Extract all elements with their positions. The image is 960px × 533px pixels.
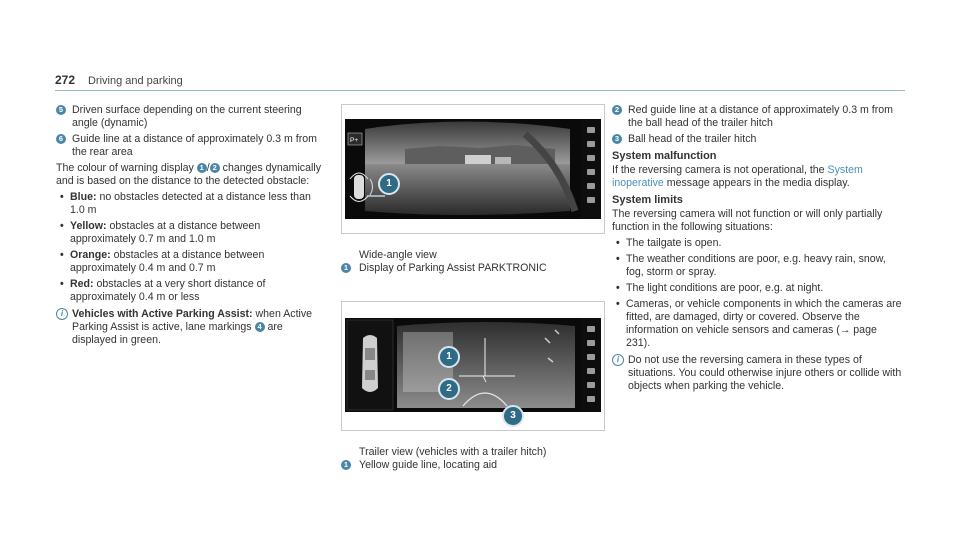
item-text: Yellow guide line, locating aid <box>359 459 498 471</box>
bullet-item: • Yellow: obstacles at a distance between approximately 0.7 m and 1.0 m <box>56 220 326 246</box>
number-badge: 2 <box>210 163 220 173</box>
number-badge: 3 <box>612 134 622 144</box>
limits-intro: The reversing camera will not function or will only partially function in the following situations: <box>612 208 883 233</box>
list-item <box>341 459 603 472</box>
number-badge: 6 <box>56 134 66 144</box>
header-divider <box>55 90 905 91</box>
list-item <box>612 104 902 130</box>
item-text: Display of Parking Assist PARKTRONIC <box>359 262 547 274</box>
bullet-item: • The weather conditions are poor, e.g. heavy rain, snow, fog, storm or spray. <box>612 253 902 279</box>
figure-caption: Wide-angle view <box>359 249 437 261</box>
number-badge: 1 <box>341 263 351 273</box>
item-text: Ball head of the trailer hitch <box>628 133 757 145</box>
figure-callout: 3 <box>502 405 524 427</box>
camera-side-panel <box>581 119 601 219</box>
malfunction-paragraph: If the reversing camera is not operational, the System inoperative message appears in the media display. <box>612 164 863 189</box>
right-column <box>612 104 902 393</box>
item-text: Guide line at a distance of approximately 0.3 m from the rear area <box>72 133 317 158</box>
figure-callout: 1 <box>438 346 460 368</box>
list-item <box>56 133 326 159</box>
info-icon: i <box>612 354 624 366</box>
number-badge: 2 <box>612 105 622 115</box>
info-note: i Vehicles with Active Parking Assist: when Active Parking Assist is active, lane markings 4 are displayed in green. <box>56 308 326 347</box>
info-note: i Do not use the reversing camera in these types of situations. You could otherwise injure others or collide with objects when parking the vehicle. <box>612 354 902 393</box>
item-text: Driven surface depending on the current steering angle (dynamic) <box>72 104 302 129</box>
number-badge: 4 <box>255 322 265 332</box>
bullet-item: • Cameras, or vehicle components in which the cameras are fitted, are damaged, dirty or covered. Observe the information on vehicle sensors and cameras (→ page 231). <box>612 298 902 350</box>
list-item <box>56 104 326 130</box>
page-header <box>55 74 183 88</box>
figure-callout: 2 <box>438 378 460 400</box>
camera-screen <box>345 318 581 412</box>
section-title: Driving and parking <box>87 75 183 87</box>
list-item <box>341 262 603 275</box>
trailer-camera-image <box>345 318 581 412</box>
wide-angle-figure <box>341 104 605 234</box>
bullet-item: • Red: obstacles at a very short distance of approximately 0.4 m or less <box>56 278 326 304</box>
bullet-item: • The tailgate is open. <box>612 237 902 250</box>
info-icon: i <box>56 308 68 320</box>
colour-paragraph: The colour of warning display 1 / 2 changes dynamically and is based on the distance to the detected obstacle: <box>56 162 321 187</box>
figure-callout: 1 <box>378 173 400 195</box>
middle-column <box>341 104 603 472</box>
page-number: 272 <box>55 73 76 87</box>
list-item <box>612 133 902 146</box>
camera-screen <box>345 119 581 219</box>
number-badge: 1 <box>197 163 207 173</box>
parking-mode-icon: P+ <box>350 137 359 144</box>
system-inoperative-message: System inoperative <box>612 164 863 189</box>
number-badge: 1 <box>341 460 351 470</box>
section-heading: System malfunction <box>612 150 717 162</box>
bullet-item: • Orange: obstacles at a distance between approximately 0.4 m and 0.7 m <box>56 249 326 275</box>
item-text: Red guide line at a distance of approximately 0.3 m from the ball head of the trailer hitch <box>628 104 893 129</box>
section-heading: System limits <box>612 194 683 206</box>
bullet-item: • The light conditions are poor, e.g. at night. <box>612 282 902 295</box>
number-badge: 5 <box>56 105 66 115</box>
camera-side-panel <box>581 318 601 412</box>
wide-angle-camera-image <box>345 119 581 219</box>
trailer-view-figure <box>341 301 605 431</box>
left-column <box>56 104 326 347</box>
bullet-item: • Blue: no obstacles detected at a distance less than 1.0 m <box>56 191 326 217</box>
figure-caption: Trailer view (vehicles with a trailer hitch) <box>359 446 547 458</box>
